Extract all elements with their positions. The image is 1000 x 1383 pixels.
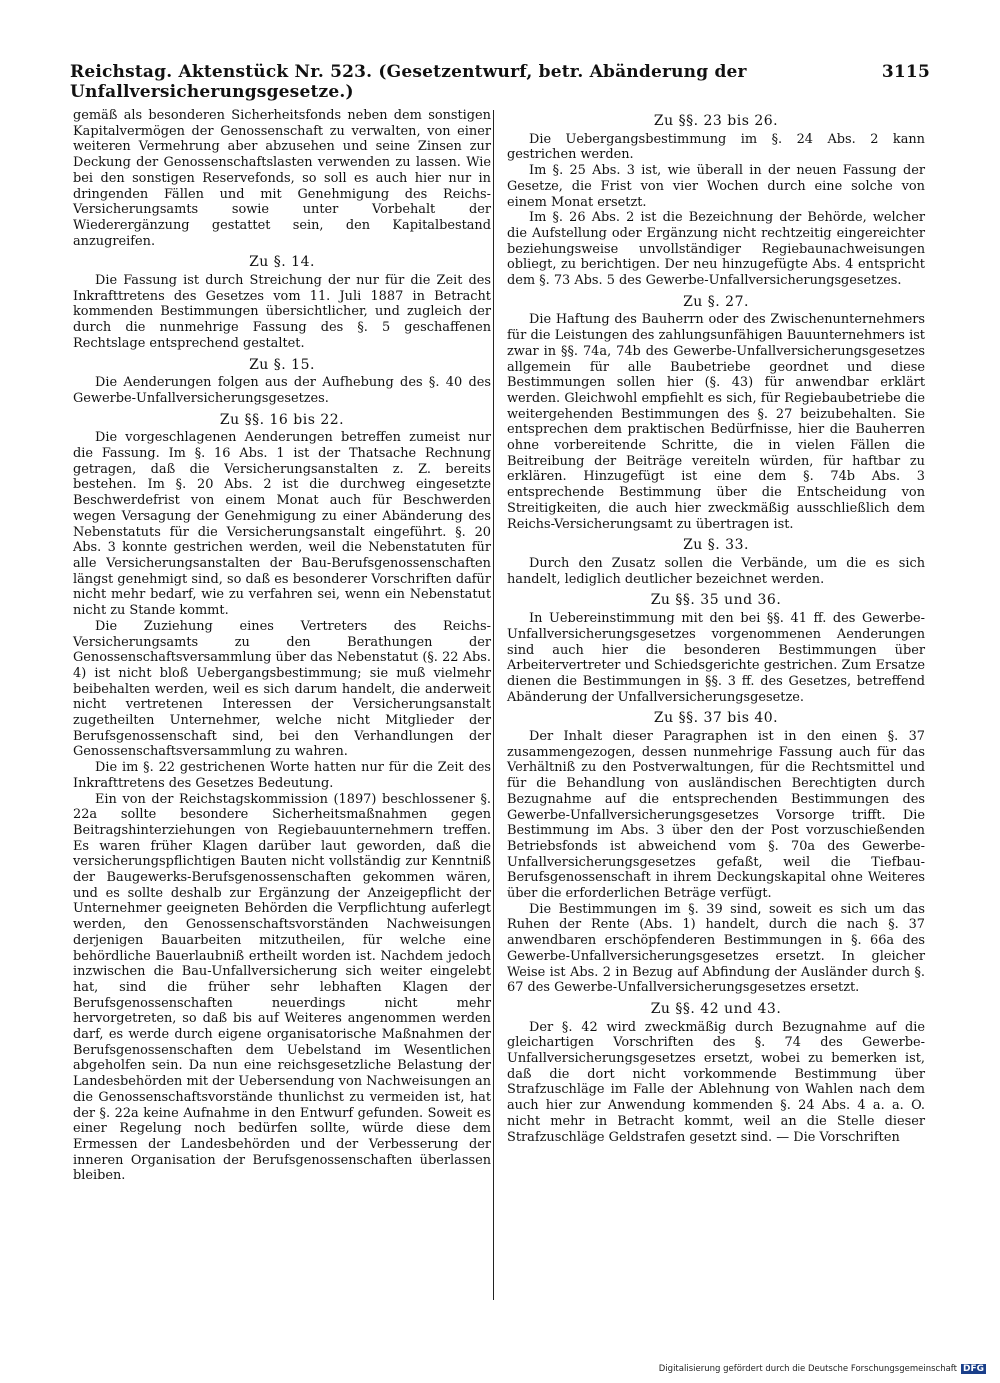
paragraph: Im §. 26 Abs. 2 ist die Bezeichnung der Behörde, welcher die Aufstellung oder Ergänzung nicht rechtzeitig eingereichter beziehungsweise unvollständiger Regiebaunachweisungen obliegt, zu berichtigen. Der neu hinzugefügte Abs. 4 entspricht dem §. 73 Abs. 5 des Gewerbe-Unfallversicherungsgesetzes. [507,210,925,289]
paragraph: gemäß als besonderen Sicherheitsfonds neben dem sonstigen Kapitalvermögen der Genossenschaft zu verwalten, von einer weiteren Vermehrung aber abzusehen und seine Zinsen zur Deckung der Genossenschaftslasten verwenden zu lassen. Wie bei den sonstigen Reservefonds, so soll es auch hier nur in dringenden Fällen und mit Genehmigung des Reichs-Versicherungsamts sowie unter Vorbehalt der Wiederergänzung gestattet sein, den Kapitalbestand anzugreifen. [73,108,491,249]
dfg-logo-icon [961,1364,986,1374]
section-heading: Zu §§. 23 bis 26. [653,113,779,129]
paragraph: Der §. 42 wird zweckmäßig durch Bezugnahme auf die gleichartigen Vorschriften des §. 74 des Gewerbe-Unfallversicherungsgesetzes ersetzt, wobei zu bemerken ist, daß die dort nicht vorkommende Bestimmung über Strafzuschläge im Falle der Ablehnung von Wahlen nach dem auch hier zur Anwendung kommenden §. 24 Abs. 4 a. a. O. nicht mehr in Betracht kommt, weil an die Stelle dieser Strafzuschläge Geldstrafen gesetzt sind. — Die Vorschriften [507,1019,925,1145]
paragraph: Die Uebergangsbestimmung im §. 24 Abs. 2 kann gestrichen werden. [507,131,925,163]
paragraph: Die Fassung ist durch Streichung der nur für die Zeit des Inkrafttretens des Gesetzes vom 11. Juli 1887 in Betracht kommenden Bestimmungen übersichtlicher, und zugleich der durch die nunmehrige Fassung des §. 5 geschaffenen Rechtslage entsprechend gestaltet. [73,273,491,351]
section-heading: Zu §§. 42 und 43. [650,1000,782,1017]
paragraph: Die vorgeschlagenen Aenderungen betreffen zumeist nur die Fassung. Im §. 16 Abs. 1 ist der Thatsache Rechnung getragen, daß die Versicherungsanstalten z. Z. bereits bestehen. Im §. 20 Abs. 2 ist die durchweg eingesetzte Beschwerdefrist von einem Monat auch für Beschwerden wegen Versagung der Genehmigung zu einer Abänderung des Nebenstatuts für die Versicherungsanstalt eingeführt. §. 20 Abs. 3 konnte gestrichen werden, weil die Nebenstatuten für alle Versicherungsanstalten der Bau-Berufsgenossenschaften längst genehmigt sind, so daß es besonderer Vorschriften dafür nicht mehr bedarf, wie zu verfahren sei, wenn ein Nebenstatut nicht zu Stande kommt. [73,430,491,619]
section-heading: Zu §§. 16 bis 22. [219,411,345,428]
dfg-logo-text: DFG [962,1364,984,1374]
paragraph: Durch den Zusatz sollen die Verbände, um die es sich handelt, lediglich deutlicher bezeichnet werden. [507,555,925,587]
paragraph: In Uebereinstimmung mit den bei §§. 41 ff. des Gewerbe-Unfallversicherungsgesetzes vorgenommenen Aenderungen sind auch hier die besonderen Bestimmungen über Arbeitervertreter und Schiedsgerichte gestrichen. Zum Ersatze dienen die Bestimmungen in §§. 3 ff. des Gesetzes, betreffend Abänderung der Unfallversicherungsgesetze. [507,611,925,705]
running-title: Reichstag. Aktenstück Nr. 523. (Gesetzentwurf, betr. Abänderung der Unfallversicherungsgesetze.) [70,62,747,102]
section-heading: Zu §§. 35 und 36. [650,592,782,609]
right-column [507,108,925,1145]
page-number: 3115 [881,62,930,82]
section-heading: Zu §§. 37 bis 40. [653,710,779,727]
page-header [70,62,930,102]
paragraph: Die im §. 22 gestrichenen Worte hatten nur für die Zeit des Inkrafttretens des Gesetzes Bedeutung. [73,760,491,791]
paragraph: Die Zuziehung eines Vertreters des Reichs-Versicherungsamts zu den Berathungen der Genossenschaftsversammlung über das Nebenstatut (§. 22 Abs. 4) ist nicht bloß Uebergangsbestimmung; sie muß vielmehr beibehalten werden, weil es sich darum handelt, die anderweit nicht vertretenen Interessen der Versicherungsanstalt zugetheilten Unternehmer, welche nicht Mitglieder der Berufsgenossenschaft sind, bei den Verhandlungen der Genossenschaftsversammlung zu wahren. [73,618,491,760]
footer-credit: Digitalisierung gefördert durch die Deutsche Forschungsgemeinschaft [658,1364,957,1374]
paragraph: Im §. 25 Abs. 3 ist, wie überall in der neuen Fassung der Gesetze, die Frist von vier Wochen durch eine solche von einem Monat ersetzt. [507,163,925,210]
section-heading: Zu §. 14. [249,254,315,271]
paragraph: Die Haftung des Bauherrn oder des Zwischenunternehmers für die Leistungen des zahlungsunfähigen Bauunternehmers ist zwar in §§. 74a, 74b des Gewerbe-Unfallversicherungsgesetzes allgemein für alle Baubetriebe geordnet und diese Bestimmungen sollen hier (§. 43) für anwendbar erklärt werden. Gleichwohl empfiehlt es sich, für Regiebaubetriebe die weitergehenden Bestimmungen des §. 27 beizubehalten. Sie entsprechen dem praktischen Bedürfnisse, hier die Bauherren ohne vorbereitende Schritte, die in vielen Fällen die Beitreibung der Beiträge vereiteln würden, für haftbar zu erklären. Hinzugefügt ist eine dem §. 74b Abs. 3 entsprechende Bestimmung über die Entscheidung von Streitigkeiten, die auch hier zweckmäßig ausschließlich dem Reichs-Versicherungsamt zu übertragen ist. [507,312,925,532]
paragraph: Die Aenderungen folgen aus der Aufhebung des §. 40 des Gewerbe-Unfallversicherungsgesetzes. [73,375,491,406]
section-heading: Zu §. 33. [683,537,749,554]
page-footer [659,1364,986,1374]
paragraph: Der Inhalt dieser Paragraphen ist in den einen §. 37 zusammengezogen, dessen nunmehrige Fassung auch für das Verhältniß zu den Postverwaltungen, für die Rechtsmittel und für die Behandlung von ausländischen Berechtigten durch Bezugnahme auf die entsprechenden Bestimmungen des Gewerbe-Unfallversicherungsgesetzes Vorsorge trifft. Die Bestimmung im Abs. 3 über den der Post vorzuschießenden Betriebsfonds ist abweichend vom §. 70a des Gewerbe-Unfallversicherungsgesetzes gefaßt, weil die Tiefbau-Berufsgenossenschaft in ihrem Deckungskapital ohne Weiteres über die erforderlichen Beträge verfügt. [507,729,925,902]
paragraph: Die Bestimmungen im §. 39 sind, soweit es sich um das Ruhen der Rente (Abs. 1) handelt, durch die nach §. 37 anwendbaren erschöpfenderen Bestimmungen in §. 66a des Gewerbe-Unfallversicherungsgesetzes ersetzt. In gleicher Weise ist Abs. 2 in Bezug auf Abfindung der Ausländer durch §. 67 des Gewerbe-Unfallversicherungsgesetzes ersetzt. [507,901,925,996]
paragraph: Ein von der Reichstagskommission (1897) beschlossener §. 22a sollte besondere Sicherheitsmaßnahmen gegen Beitragshinterziehungen von Regiebauunternehmern treffen. Es waren früher Klagen darüber laut geworden, daß die versicherungspflichtigen Bauten nicht vollständig zur Kenntniß der Baugewerks-Berufsgenossenschaften gekommen wären, und es sollte deshalb zur Ergänzung der Anzeigepflicht der Unternehmer geeigneten Behörden die Verpflichtung auferlegt werden, den Genossenschaftsvorständen Nachweisungen derjenigen Bauarbeiten mitzutheilen, für welche eine behördliche Bauerlaubniß ertheilt worden ist. Nachdem jedoch inzwischen die Bau-Unfallversicherung sich weiter eingelebt hat, sind die früher sehr lebhaften Klagen der Berufsgenossenschaften neuerdings nicht mehr hervorgetreten, so daß bis auf Weiteres angenommen werden darf, es werde durch eigene organisatorische Maßnahmen der Berufsgenossenschaften dem Uebelstand im Wesentlichen abgeholfen sein. Da nun eine reichsgesetzliche Belastung der Landesbehörden mit der Uebersendung von Nachweisungen an die Genossenschaftsvorstände thunlichst zu vermeiden ist, hat der §. 22a keine Aufnahme in den Entwurf gefunden. Soweit es einer Regelung noch bedürfen sollte, würde diese dem Ermessen der Landesbehörden und der Verbesserung der inneren Organisation der Berufsgenossenschaften überlassen bleiben. [73,791,491,1184]
column-divider [493,110,494,1300]
section-heading: Zu §. 27. [683,293,749,310]
section-heading: Zu §. 15. [249,356,315,373]
left-column [73,108,491,1184]
